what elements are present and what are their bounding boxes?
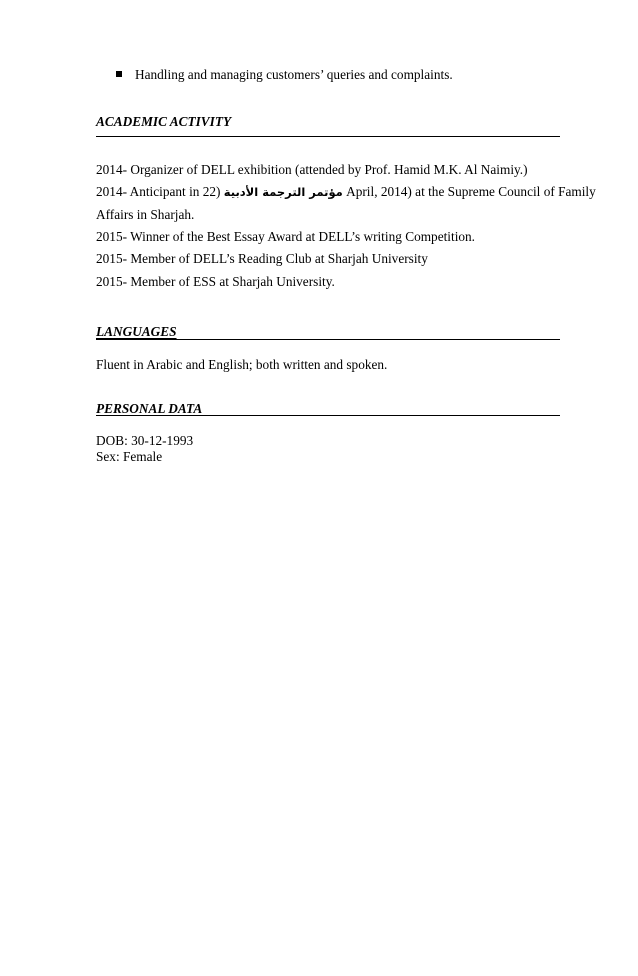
languages-rule [96, 339, 560, 340]
academic-line-reading-club: 2015- Member of DELL’s Reading Club at Sharjah University [96, 251, 428, 266]
bullet-item-text: Handling and managing customers’ queries and complaints. [135, 67, 453, 82]
personal-dob: DOB: 30-12-1993 [96, 433, 194, 448]
academic-line-organizer: 2014- Organizer of DELL exhibition (attended by Prof. Hamid M.K. Al Naimiy.) [96, 162, 528, 177]
academic-line-conference [96, 183, 596, 201]
square-bullet-icon [116, 71, 122, 77]
personal-data-heading: PERSONAL DATA [96, 401, 203, 416]
experience-bullet-item [116, 66, 576, 84]
conference-suffix: April, 2014) at the Supreme Council of Family [346, 184, 596, 199]
academic-line-essay-award: 2015- Winner of the Best Essay Award at DELL’s writing Competition. [96, 229, 476, 244]
personal-data-rule [96, 415, 560, 416]
personal-sex: Sex: Female [96, 449, 163, 464]
academic-line-affairs: Affairs in Sharjah. [96, 207, 195, 222]
conference-prefix: 2014- Anticipant in 22) [96, 184, 221, 199]
academic-line-ess-member: 2015- Member of ESS at Sharjah University. [96, 274, 335, 289]
conference-arabic-title: مؤتمر الترجمة الأدبية [223, 185, 343, 199]
academic-activity-rule [96, 136, 560, 137]
academic-activity-heading: ACADEMIC ACTIVITY [96, 114, 232, 129]
languages-heading: LANGUAGES [96, 324, 177, 339]
languages-text: Fluent in Arabic and English; both written and spoken. [96, 357, 388, 372]
